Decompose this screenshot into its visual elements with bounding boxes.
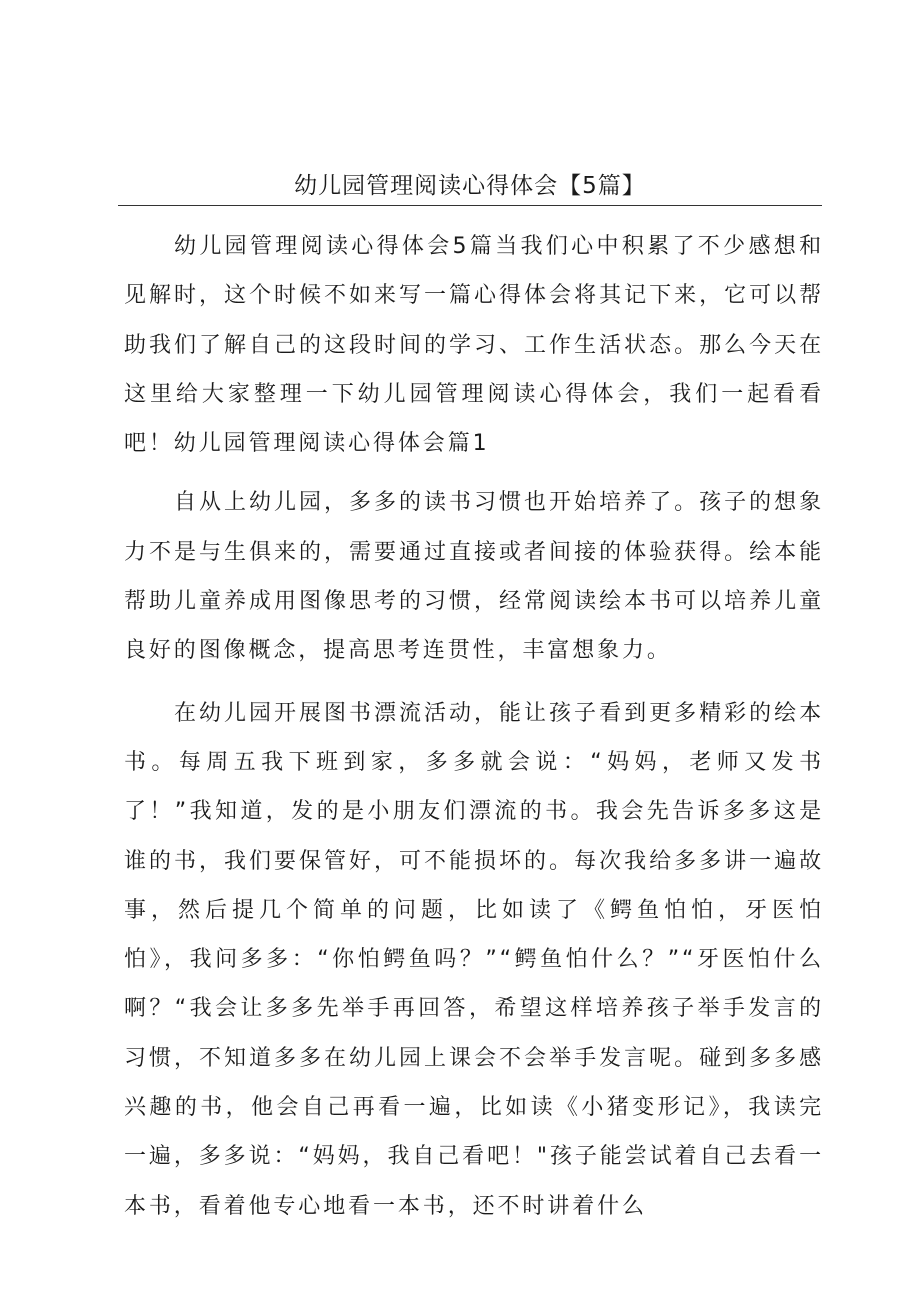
document-body: [124, 222, 824, 1231]
document-title: 幼儿园管理阅读心得体会【5篇】: [294, 173, 646, 199]
title-underline: [118, 205, 822, 206]
paragraph-book-drift: 在幼儿园开展图书漂流活动，能让孩子看到更多精彩的绘本书。每周五我下班到家，多多就会说：“妈妈，老师又发书了！”我知道，发的是小朋友们漂流的书。我会先告诉多多这是谁的书，我们要保管好，可不能损坏的。每次我给多多讲一遍故事，然后提几个简单的问题，比如读了《鳄鱼怕怕，牙医怕怕》，我问多多：“你怕鳄鱼吗？”“鳄鱼怕什么？”“牙医怕什么啊？“我会让多多先举手再回答，希望这样培养孩子举手发言的习惯，不知道多多在幼儿园上课会不会举手发言呢。碰到多多感兴趣的书，他会自己再看一遍，比如读《小猪变形记》，我读完一遍，多多说：“妈妈，我自己看吧！"孩子能尝试着自己去看一本书，看着他专心地看一本书，还不时讲着什么: [124, 700, 824, 1219]
paragraph-intro: 幼儿园管理阅读心得体会5篇当我们心中积累了不少感想和见解时，这个时候不如来写一篇心得体会将其记下来，它可以帮助我们了解自己的这段时间的学习、工作生活状态。那么今天在这里给大家整理一下幼儿园管理阅读心得体会，我们一起看看吧！幼儿园管理阅读心得体会篇1: [124, 234, 824, 457]
paragraph-reading-habit: 自从上幼儿园，多多的读书习惯也开始培养了。孩子的想象力不是与生俱来的，需要通过直接或者间接的体验获得。绘本能帮助儿童养成用图像思考的习惯，经常阅读绘本书可以培养儿童良好的图像概念，提高思考连贯性，丰富想象力。: [124, 490, 824, 664]
